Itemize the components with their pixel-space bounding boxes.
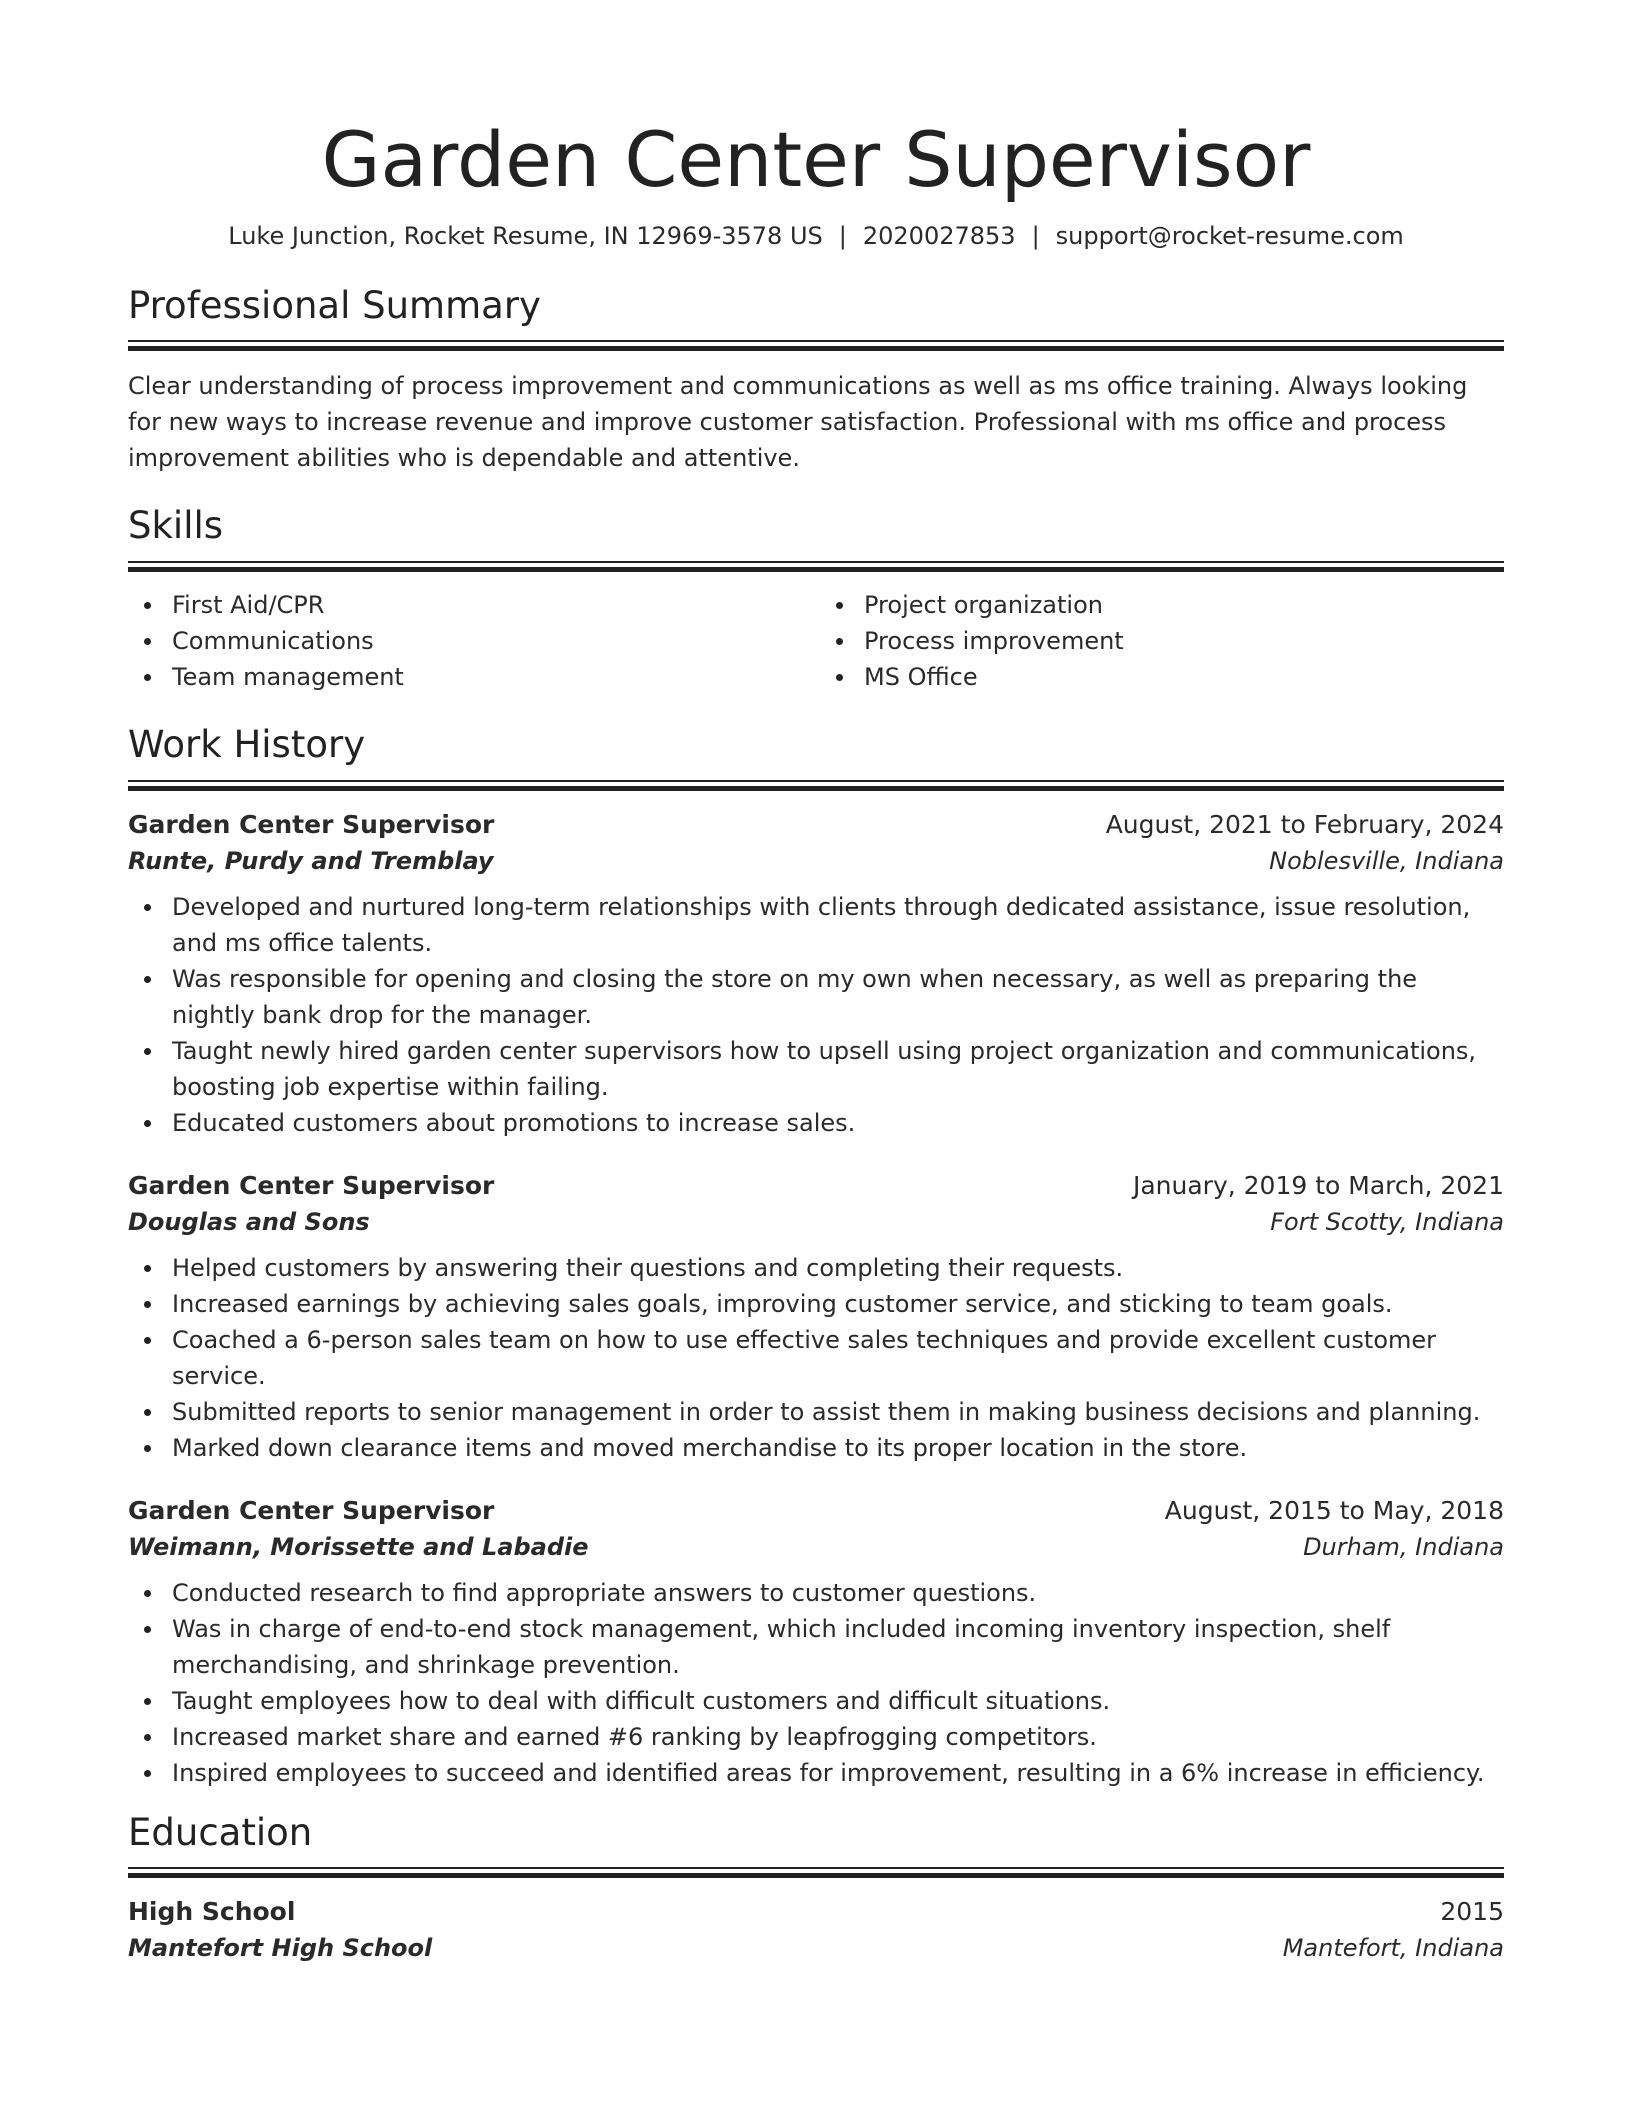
job-title: Garden Center Supervisor xyxy=(128,809,495,839)
skills-column-right xyxy=(816,587,1504,695)
education-header-row xyxy=(128,1897,1504,1926)
skill-item: MS Office xyxy=(820,659,1504,695)
job-company-row xyxy=(128,1533,1504,1561)
contact-separator: | xyxy=(1031,221,1040,250)
job-company: Weimann, Morissette and Labadie xyxy=(128,1532,589,1561)
job-bullet: Submitted reports to senior management in order to assist them in making business decisions and planning. xyxy=(128,1394,1504,1430)
education-heading: Education xyxy=(128,1810,313,1854)
contact-line xyxy=(128,222,1504,250)
job-dates: January, 2019 to March, 2021 xyxy=(1132,1170,1504,1200)
summary-heading: Professional Summary xyxy=(128,283,541,327)
contact-email: support@rocket-resume.com xyxy=(1055,221,1404,250)
job-title: Garden Center Supervisor xyxy=(128,1170,495,1200)
job-bullets xyxy=(128,1250,1504,1466)
job-bullet: Conducted research to find appropriate answers to customer questions. xyxy=(128,1575,1504,1611)
skill-item: Process improvement xyxy=(820,623,1504,659)
skills-section xyxy=(128,506,1504,695)
education-school-row xyxy=(128,1934,1504,1962)
resume-title: Garden Center Supervisor xyxy=(321,115,1311,204)
job-dates: August, 2021 to February, 2024 xyxy=(1105,809,1504,839)
section-divider xyxy=(128,340,1504,350)
skills-grid xyxy=(128,587,1504,695)
skill-item: First Aid/CPR xyxy=(128,587,816,623)
education-section xyxy=(128,1810,1504,1963)
education-school: Mantefort High School xyxy=(128,1934,433,1963)
job-bullet: Helped customers by answering their questions and completing their requests. xyxy=(128,1250,1504,1286)
job-bullet: Developed and nurtured long-term relationships with clients through dedicated assistance, issue resolution, and ms office talents. xyxy=(128,889,1504,961)
job-bullet: Increased earnings by achieving sales goals, improving customer service, and sticking to team goals. xyxy=(128,1286,1504,1322)
job-bullet: Educated customers about promotions to increase sales. xyxy=(128,1105,1504,1141)
job-bullet: Taught newly hired garden center supervisors how to upsell using project organization and communications, boosting job expertise within failing. xyxy=(128,1033,1504,1105)
job-title: Garden Center Supervisor xyxy=(128,1495,495,1525)
job-entry xyxy=(128,1171,1504,1466)
education-year: 2015 xyxy=(1440,1897,1504,1927)
job-bullet: Was in charge of end-to-end stock management, which included incoming inventory inspection, shelf merchandising, and shrinkage prevention. xyxy=(128,1611,1504,1683)
education-degree: High School xyxy=(128,1897,296,1927)
job-bullet: Inspired employees to succeed and identified areas for improvement, resulting in a 6% increase in efficiency. xyxy=(128,1755,1504,1791)
job-entry xyxy=(128,1496,1504,1791)
contact-separator: | xyxy=(838,221,847,250)
skills-column-left xyxy=(128,587,816,695)
summary-section xyxy=(128,283,1504,477)
job-bullet: Coached a 6-person sales team on how to use effective sales techniques and provide excellent customer service. xyxy=(128,1322,1504,1394)
section-divider xyxy=(128,561,1504,571)
job-bullet: Was responsible for opening and closing the store on my own when necessary, as well as preparing the nightly bank drop for the manager. xyxy=(128,961,1504,1033)
education-location: Mantefort, Indiana xyxy=(1282,1934,1504,1963)
job-company: Douglas and Sons xyxy=(128,1207,370,1236)
job-entry xyxy=(128,810,1504,1141)
job-header-row xyxy=(128,1496,1504,1525)
job-location: Durham, Indiana xyxy=(1303,1532,1504,1561)
contact-phone: 2020027853 xyxy=(862,221,1016,250)
job-header-row xyxy=(128,1171,1504,1200)
section-divider xyxy=(128,1867,1504,1877)
job-bullet: Increased market share and earned #6 ranking by leapfrogging competitors. xyxy=(128,1719,1504,1755)
job-dates: August, 2015 to May, 2018 xyxy=(1164,1495,1504,1525)
job-bullets xyxy=(128,1575,1504,1791)
job-company: Runte, Purdy and Tremblay xyxy=(128,846,494,875)
job-bullet: Marked down clearance items and moved merchandise to its proper location in the store. xyxy=(128,1430,1504,1466)
job-location: Fort Scotty, Indiana xyxy=(1270,1207,1504,1236)
skills-heading: Skills xyxy=(128,504,224,548)
work-history-section xyxy=(128,722,1504,1791)
job-bullets xyxy=(128,889,1504,1141)
skill-item: Communications xyxy=(128,623,816,659)
job-header-row xyxy=(128,810,1504,839)
job-location: Noblesville, Indiana xyxy=(1269,846,1504,875)
job-company-row xyxy=(128,847,1504,875)
job-company-row xyxy=(128,1208,1504,1236)
contact-address: Luke Junction, Rocket Resume, IN 12969-3578 US xyxy=(228,221,823,250)
job-bullet: Taught employees how to deal with difficult customers and difficult situations. xyxy=(128,1683,1504,1719)
skill-item: Team management xyxy=(128,659,816,695)
skill-item: Project organization xyxy=(820,587,1504,623)
work-history-heading: Work History xyxy=(128,722,366,766)
section-divider xyxy=(128,780,1504,790)
summary-text: Clear understanding of process improvement and communications as well as ms office training. Always looking for new ways to increase revenue and improve customer satisfaction. Professional with ms office and process improvement abilities who is dependable and attentive. xyxy=(128,372,1468,473)
